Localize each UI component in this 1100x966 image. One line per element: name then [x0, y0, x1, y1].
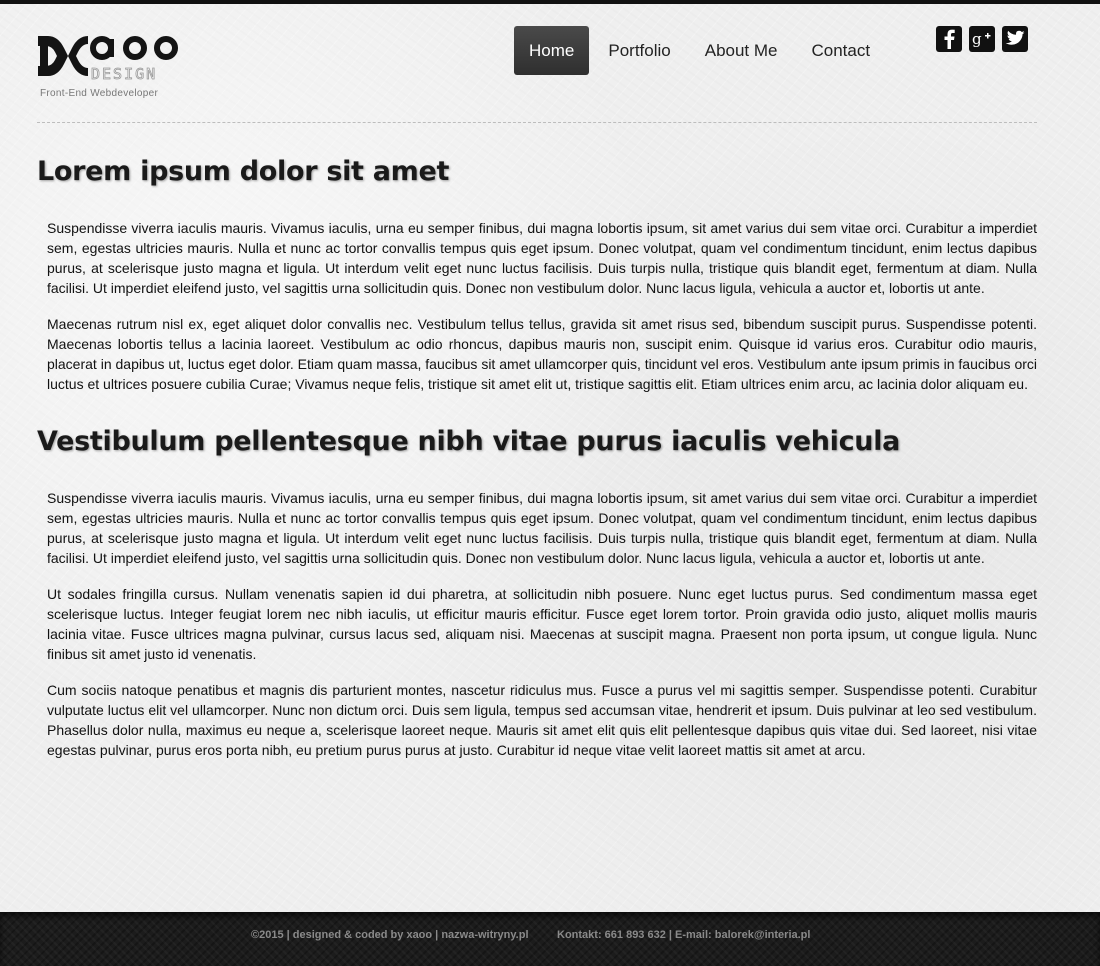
article-section — [37, 420, 1037, 760]
footer-contact: Kontakt: 661 893 632 | E-mail: balorek@interia.pl — [557, 929, 811, 941]
section-heading: Lorem ipsum dolor sit amet — [37, 156, 450, 187]
section-body — [37, 488, 1037, 760]
paragraph: Maecenas rutrum nisl ex, eget aliquet dolor convallis nec. Vestibulum tellus tellus, gravida sit amet risus sed, bibendum suscipit purus. Suspendisse potenti. Maecenas lobortis tellus a lacinia laoreet. Vestibulum ac odio rhoncus, dapibus mauris non, suscipit enim. Quisque id varius eros. Curabitur odio mauris, placerat in dapibus ut, luctus eget dolor. Etiam quam massa, faucibus sit amet ullamcorper quis, tincidunt vel eros. Vestibulum ante ipsum primis in faucibus orci luctus et ultrices posuere cubilia Curae; Vivamus neque felis, tristique sit amet elit ut, tristique sagittis elit. Etiam ultrices enim arcu, ac lacinia dolor aliquam eu. — [47, 316, 1037, 392]
site-footer — [0, 912, 1100, 966]
nav-portfolio[interactable]: Portfolio — [608, 40, 671, 60]
nav-about-me[interactable]: About Me — [704, 40, 778, 60]
google-plus-icon[interactable] — [969, 26, 995, 52]
paragraph: Suspendisse viverra iaculis mauris. Vivamus iaculis, urna eu semper finibus, dui magna lobortis ipsum, sit amet varius dui sem vitae orci. Curabitur a imperdiet sem, egestas ultricies mauris. Nulla et nunc ac tortor convallis tempus quis eget ipsum. Donec volutpat, quam vel condimentum tincidunt, enim lectus dapibus purus, at scelerisque justo magna et ligula. Ut interdum velit eget nunc luctus facilisis. Duis turpis nulla, tristique quis blandit eget, fermentum at diam. Nulla facilisi. Ut imperdiet eleifend justo, vel sagittis urna sollicitudin quis. Donec non vestibulum dolor. Nunc lacus ligula, vehicula a auctor et, lobortis ut ante. — [47, 490, 1037, 566]
nav-contact[interactable]: Contact — [811, 40, 871, 60]
footer-credits: ©2015 | designed & coded by xaoo | nazwa-witryny.pl — [251, 929, 529, 941]
paragraph: Suspendisse viverra iaculis mauris. Vivamus iaculis, urna eu semper finibus, dui magna lobortis ipsum, sit amet varius dui sem vitae orci. Curabitur a imperdiet sem, egestas ultricies mauris. Nulla et nunc ac tortor convallis tempus quis eget ipsum. Donec volutpat, quam vel condimentum tincidunt, enim lectus dapibus purus, at scelerisque justo magna et ligula. Ut interdum velit eget nunc luctus facilisis. Duis turpis nulla, tristique quis blandit eget, fermentum at diam. Nulla facilisi. Ut imperdiet eleifend justo, vel sagittis urna sollicitudin quis. Donec non vestibulum dolor. Nunc lacus ligula, vehicula a auctor et, lobortis ut ante. — [47, 220, 1037, 296]
svg-text:DESIGN: DESIGN — [91, 65, 158, 82]
social-links — [936, 26, 1035, 52]
header-divider — [37, 122, 1037, 123]
twitter-icon[interactable] — [1002, 26, 1028, 52]
article-section — [37, 150, 1037, 394]
site-logo[interactable] — [38, 32, 188, 107]
logo-tagline: Front-End Webdeveloper — [40, 88, 159, 99]
svg-text:g: g — [972, 30, 982, 48]
site-header — [0, 4, 1100, 122]
facebook-icon[interactable] — [936, 26, 962, 52]
logo-graphic — [38, 32, 183, 82]
paragraph: Ut sodales fringilla cursus. Nullam venenatis sapien id dui pharetra, at sollicitudin nibh posuere. Nunc eget luctus purus. Sed condimentum massa eget scelerisque luctus. Integer feugiat lorem nec nibh iaculis, ut efficitur mauris efficitur. Fusce eget lorem tortor. Proin gravida odio justo, aliquet mollis mauris lacinia vitae. Fusce ultrices magna pulvinar, cursus lacus sed, aliquam nisi. Maecenas at suscipit magna. Praesent non porta ipsum, ut congue ligula. Nunc finibus sit amet justo id venenatis. — [47, 586, 1037, 662]
paragraph: Cum sociis natoque penatibus et magnis dis parturient montes, nascetur ridiculus mus. Fusce a purus vel mi sagittis semper. Suspendisse potenti. Curabitur vulputate luctus elit vel ullamcorper. Nunc non dictum orci. Duis sem ligula, tempus sed accumsan vitae, hendrerit et ipsum. Duis pulvinar at leo sed vestibulum. Phasellus dolor nulla, maximus eu neque a, scelerisque laoreet neque. Mauris sit amet elit quis elit pellentesque dapibus quis vitae dui. Sed laoreet, nisi vitae egestas pulvinar, purus eros porta nibh, eu pretium purus purus at justo. Curabitur id neque vitae velit laoreet mattis sit amet at arcu. — [47, 682, 1037, 758]
section-body — [37, 218, 1037, 394]
nav-home[interactable]: Home — [514, 26, 589, 75]
main-nav — [514, 26, 889, 75]
main-content — [37, 150, 1037, 778]
section-heading: Vestibulum pellentesque nibh vitae purus iaculis vehicula — [37, 426, 901, 457]
